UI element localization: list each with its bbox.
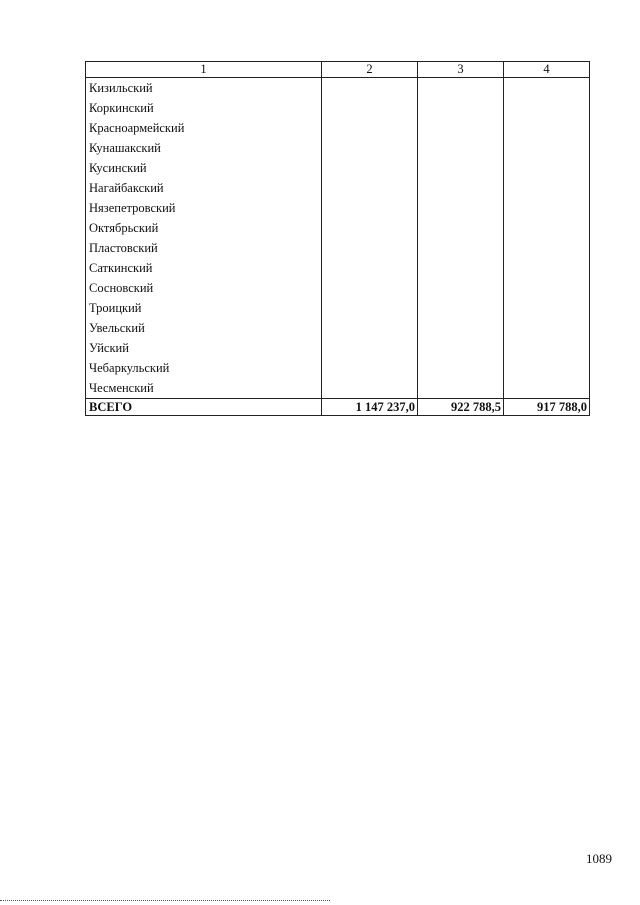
cell-col3: [418, 378, 504, 399]
cell-col2: [322, 378, 418, 399]
district-name: Красноармейский: [86, 118, 322, 138]
cell-col2: [322, 278, 418, 298]
cell-col2: [322, 298, 418, 318]
cell-col4: [504, 318, 590, 338]
cell-col3: [418, 218, 504, 238]
cell-col4: [504, 98, 590, 118]
table-row: [86, 158, 590, 178]
cell-col3: [418, 278, 504, 298]
cell-col3: [418, 198, 504, 218]
table-row: [86, 358, 590, 378]
cell-col3: [418, 118, 504, 138]
cell-col3: [418, 178, 504, 198]
total-col3: 922 788,5: [418, 399, 504, 416]
cell-col2: [322, 338, 418, 358]
cell-col3: [418, 258, 504, 278]
total-row: [86, 399, 590, 416]
table-row: [86, 378, 590, 399]
cell-col2: [322, 358, 418, 378]
cell-col4: [504, 358, 590, 378]
column-header-4: 4: [504, 62, 590, 78]
cell-col3: [418, 78, 504, 99]
district-name: Пластовский: [86, 238, 322, 258]
cell-col4: [504, 178, 590, 198]
table-row: [86, 298, 590, 318]
table-row: [86, 98, 590, 118]
district-name: Нагайбакский: [86, 178, 322, 198]
district-name: Коркинский: [86, 98, 322, 118]
total-col4: 917 788,0: [504, 399, 590, 416]
cell-col2: [322, 158, 418, 178]
district-name: Троицкий: [86, 298, 322, 318]
cell-col4: [504, 198, 590, 218]
cell-col3: [418, 238, 504, 258]
cell-col2: [322, 98, 418, 118]
column-header-1: 1: [86, 62, 322, 78]
table-row: [86, 338, 590, 358]
district-name: Чесменский: [86, 378, 322, 399]
district-name: Сосновский: [86, 278, 322, 298]
page-number: 1089: [586, 851, 612, 866]
cell-col2: [322, 198, 418, 218]
district-name: Кунашакский: [86, 138, 322, 158]
total-col2: 1 147 237,0: [322, 399, 418, 416]
cell-col3: [418, 158, 504, 178]
districts-table: [85, 61, 590, 416]
cell-col2: [322, 318, 418, 338]
district-name: Октябрьский: [86, 218, 322, 238]
district-name: Кизильский: [86, 78, 322, 99]
district-name: Увельский: [86, 318, 322, 338]
table-row: [86, 278, 590, 298]
cell-col4: [504, 298, 590, 318]
table-row: [86, 118, 590, 138]
cell-col2: [322, 238, 418, 258]
cell-col2: [322, 138, 418, 158]
district-name: Саткинский: [86, 258, 322, 278]
district-name: Нязепетровский: [86, 198, 322, 218]
cell-col3: [418, 338, 504, 358]
cell-col4: [504, 118, 590, 138]
district-name: Уйский: [86, 338, 322, 358]
column-header-2: 2: [322, 62, 418, 78]
bottom-divider: [0, 900, 330, 901]
table-header-row: [86, 62, 590, 78]
cell-col4: [504, 138, 590, 158]
cell-col3: [418, 298, 504, 318]
cell-col3: [418, 318, 504, 338]
cell-col4: [504, 158, 590, 178]
cell-col2: [322, 178, 418, 198]
table-row: [86, 318, 590, 338]
table-row: [86, 178, 590, 198]
column-header-3: 3: [418, 62, 504, 78]
cell-col4: [504, 218, 590, 238]
cell-col2: [322, 118, 418, 138]
cell-col3: [418, 138, 504, 158]
cell-col3: [418, 98, 504, 118]
table-row: [86, 218, 590, 238]
table-row: [86, 238, 590, 258]
district-name: Чебаркульский: [86, 358, 322, 378]
cell-col4: [504, 258, 590, 278]
table-row: [86, 258, 590, 278]
table-row: [86, 78, 590, 99]
cell-col2: [322, 218, 418, 238]
cell-col4: [504, 378, 590, 399]
cell-col2: [322, 258, 418, 278]
cell-col2: [322, 78, 418, 99]
cell-col4: [504, 338, 590, 358]
district-name: Кусинский: [86, 158, 322, 178]
cell-col4: [504, 238, 590, 258]
cell-col4: [504, 278, 590, 298]
table-row: [86, 198, 590, 218]
cell-col4: [504, 78, 590, 99]
total-label: ВСЕГО: [86, 399, 322, 416]
cell-col3: [418, 358, 504, 378]
table-row: [86, 138, 590, 158]
